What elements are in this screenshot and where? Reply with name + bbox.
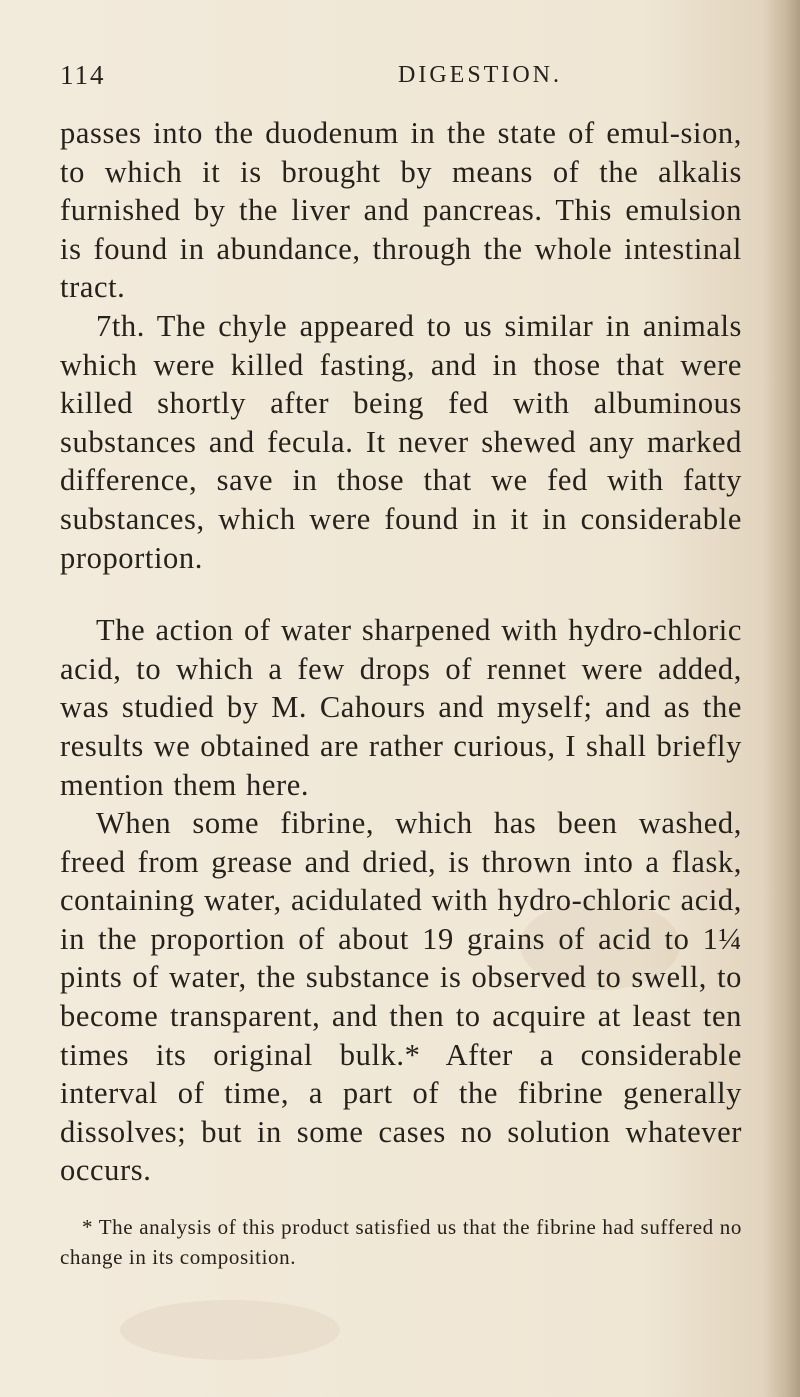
- paragraph: When some fibrine, which has been washed, freed from grease and dried, is thrown into a flask, containing water, acidulated with hydro-chloric acid, in the proportion of about 19 grains of acid to 1¼ pints of water, the substance is observed to swell, to become transparent, and then to acquire at least ten times its original bulk.* After a considerable interval of time, a part of the fibrine generally dissolves; but in some cases no solution whatever occurs.: [60, 806, 742, 1188]
- page-edge-shadow: [764, 0, 800, 1397]
- body-text: [60, 114, 742, 1190]
- footnote: [60, 1212, 742, 1272]
- running-head: DIGESTION.: [398, 62, 562, 88]
- paper-stain: [120, 1300, 340, 1360]
- footnote-text: * The analysis of this product satisfied us that the fibrine had suffered no change in its composition.: [60, 1215, 742, 1269]
- paragraph: passes into the duodenum in the state of emul-sion, to which it is brought by means of the alkalis furnished by the liver and pancreas. This emulsion is found in abundance, through the whole intestinal tract.: [60, 116, 742, 305]
- page-header: [60, 60, 740, 104]
- paragraph: The action of water sharpened with hydro-chloric acid, to which a few drops of rennet were added, was studied by M. Cahours and myself; and as the results we obtained are rather curious, I shall briefly mention them here.: [60, 613, 742, 802]
- page-number: 114: [60, 60, 106, 90]
- paragraph: 7th. The chyle appeared to us similar in animals which were killed fasting, and in those that were killed shortly after being fed with albuminous substances and fecula. It never shewed any marked difference, save in those that we fed with fatty substances, which were found in it in considerable proportion.: [60, 308, 742, 575]
